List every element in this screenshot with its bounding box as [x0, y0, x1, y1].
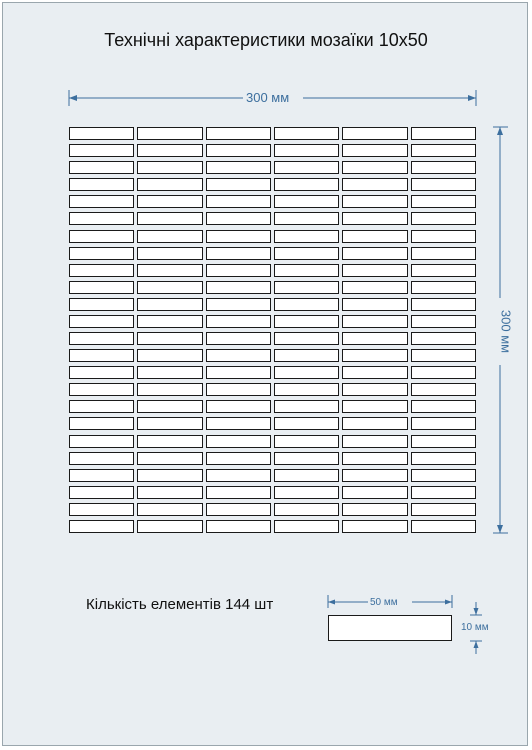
mosaic-tile [411, 161, 476, 174]
mosaic-tile [411, 127, 476, 140]
mosaic-tile [206, 349, 271, 362]
mosaic-tile [342, 469, 407, 482]
mosaic-tile [274, 178, 339, 191]
mosaic-tile [137, 469, 202, 482]
mosaic-tile [206, 469, 271, 482]
mosaic-tile [411, 452, 476, 465]
mosaic-tile [69, 486, 134, 499]
mosaic-tile [206, 161, 271, 174]
mosaic-tile [69, 144, 134, 157]
mosaic-tile [206, 400, 271, 413]
mosaic-tile [137, 212, 202, 225]
mosaic-tile [69, 417, 134, 430]
mosaic-tile [274, 383, 339, 396]
mosaic-tile [206, 264, 271, 277]
mosaic-tile [274, 400, 339, 413]
mosaic-tile [137, 366, 202, 379]
mosaic-tile [69, 264, 134, 277]
mosaic-tile [137, 144, 202, 157]
mosaic-tile [411, 212, 476, 225]
mosaic-tile [274, 366, 339, 379]
mosaic-tile [342, 298, 407, 311]
mosaic-tile [411, 486, 476, 499]
mosaic-tile [206, 315, 271, 328]
mosaic-tile [69, 298, 134, 311]
mosaic-tile [342, 315, 407, 328]
tile-width-label: 10 мм [461, 622, 489, 633]
mosaic-tile [206, 417, 271, 430]
mosaic-tile [274, 230, 339, 243]
mosaic-tile [274, 298, 339, 311]
mosaic-tile [342, 503, 407, 516]
mosaic-tile [274, 503, 339, 516]
mosaic-tile [342, 144, 407, 157]
mosaic-tile [411, 315, 476, 328]
mosaic-tile [342, 212, 407, 225]
mosaic-tile [342, 452, 407, 465]
mosaic-tile [342, 127, 407, 140]
mosaic-tile [137, 315, 202, 328]
mosaic-tile [342, 332, 407, 345]
single-tile-sample [328, 615, 452, 641]
mosaic-tile [411, 298, 476, 311]
mosaic-tile [274, 195, 339, 208]
mosaic-tile [342, 383, 407, 396]
page-title: Технічні характеристики мозаїки 10х50 [104, 30, 428, 50]
mosaic-tile [206, 486, 271, 499]
mosaic-tile [69, 520, 134, 533]
mosaic-tile [274, 452, 339, 465]
mosaic-tile [342, 230, 407, 243]
mosaic-tile [69, 503, 134, 516]
mosaic-tile [69, 161, 134, 174]
mosaic-tile [206, 503, 271, 516]
mosaic-tile [69, 212, 134, 225]
mosaic-tile [137, 520, 202, 533]
mosaic-tile [137, 383, 202, 396]
mosaic-tile [274, 315, 339, 328]
mosaic-tile [274, 144, 339, 157]
mosaic-tile [137, 127, 202, 140]
mosaic-tile [206, 520, 271, 533]
mosaic-tile [137, 435, 202, 448]
mosaic-tile [137, 417, 202, 430]
mosaic-tile [137, 178, 202, 191]
mosaic-tile [206, 178, 271, 191]
mosaic-tile [274, 127, 339, 140]
mosaic-tile [274, 486, 339, 499]
mosaic-tile [137, 486, 202, 499]
mosaic-tile [342, 486, 407, 499]
mosaic-tile [411, 144, 476, 157]
mosaic-tile [411, 435, 476, 448]
mosaic-tile [69, 469, 134, 482]
mosaic-tile [274, 435, 339, 448]
mosaic-tile [342, 366, 407, 379]
mosaic-tile [342, 417, 407, 430]
mosaic-tile [411, 264, 476, 277]
mosaic-tile [411, 520, 476, 533]
mosaic-tile [274, 264, 339, 277]
mosaic-tile [137, 264, 202, 277]
mosaic-tile [206, 127, 271, 140]
mosaic-tile [137, 349, 202, 362]
mosaic-tile [342, 195, 407, 208]
mosaic-tile [206, 332, 271, 345]
mosaic-tile [342, 247, 407, 260]
mosaic-tile [137, 161, 202, 174]
mosaic-tile [411, 195, 476, 208]
mosaic-tile [206, 230, 271, 243]
mosaic-tile [69, 383, 134, 396]
mosaic-tile [342, 400, 407, 413]
mosaic-tile [137, 400, 202, 413]
mosaic-tile [206, 435, 271, 448]
mosaic-tile [69, 230, 134, 243]
mosaic-tile [137, 332, 202, 345]
mosaic-tile [274, 469, 339, 482]
mosaic-tile [274, 520, 339, 533]
mosaic-tile [274, 212, 339, 225]
mosaic-tile [411, 349, 476, 362]
mosaic-tile [411, 417, 476, 430]
mosaic-tile [411, 469, 476, 482]
mosaic-tile [274, 247, 339, 260]
height-dimension-label: 300 мм [498, 309, 514, 354]
mosaic-tile [69, 247, 134, 260]
mosaic-tile [69, 315, 134, 328]
mosaic-tile [69, 178, 134, 191]
mosaic-tile [342, 435, 407, 448]
mosaic-tile [274, 161, 339, 174]
mosaic-tile [342, 264, 407, 277]
mosaic-tile [342, 349, 407, 362]
mosaic-tile [69, 349, 134, 362]
mosaic-tile [411, 281, 476, 294]
mosaic-tile [69, 281, 134, 294]
mosaic-tile [137, 230, 202, 243]
mosaic-tile [411, 332, 476, 345]
mosaic-tile [411, 503, 476, 516]
mosaic-tile [137, 195, 202, 208]
element-count-label: Кількість елементів 144 шт [86, 596, 274, 613]
mosaic-tile [137, 281, 202, 294]
mosaic-tile [411, 178, 476, 191]
mosaic-tile [206, 383, 271, 396]
mosaic-tile [137, 298, 202, 311]
mosaic-tile [342, 520, 407, 533]
mosaic-tile [274, 332, 339, 345]
mosaic-tile [69, 400, 134, 413]
mosaic-tile [137, 452, 202, 465]
width-dimension-label: 300 мм [246, 90, 290, 105]
mosaic-tile [411, 247, 476, 260]
mosaic-tile [206, 281, 271, 294]
mosaic-tile [206, 298, 271, 311]
mosaic-tile [411, 400, 476, 413]
mosaic-tile [274, 281, 339, 294]
mosaic-tile [69, 452, 134, 465]
mosaic-tile [342, 178, 407, 191]
mosaic-tile [411, 230, 476, 243]
mosaic-tile [206, 366, 271, 379]
mosaic-tile [206, 247, 271, 260]
mosaic-tile-grid [69, 127, 476, 533]
mosaic-tile [137, 503, 202, 516]
mosaic-tile [342, 161, 407, 174]
mosaic-tile [206, 195, 271, 208]
mosaic-tile [69, 195, 134, 208]
mosaic-tile [206, 144, 271, 157]
mosaic-tile [137, 247, 202, 260]
mosaic-tile [411, 366, 476, 379]
mosaic-tile [206, 452, 271, 465]
tile-length-label: 50 мм [370, 597, 398, 608]
mosaic-tile [342, 281, 407, 294]
mosaic-tile [274, 349, 339, 362]
mosaic-tile [411, 383, 476, 396]
mosaic-tile [69, 127, 134, 140]
mosaic-tile [206, 212, 271, 225]
mosaic-tile [274, 417, 339, 430]
mosaic-tile [69, 332, 134, 345]
mosaic-tile [69, 366, 134, 379]
mosaic-tile [69, 435, 134, 448]
